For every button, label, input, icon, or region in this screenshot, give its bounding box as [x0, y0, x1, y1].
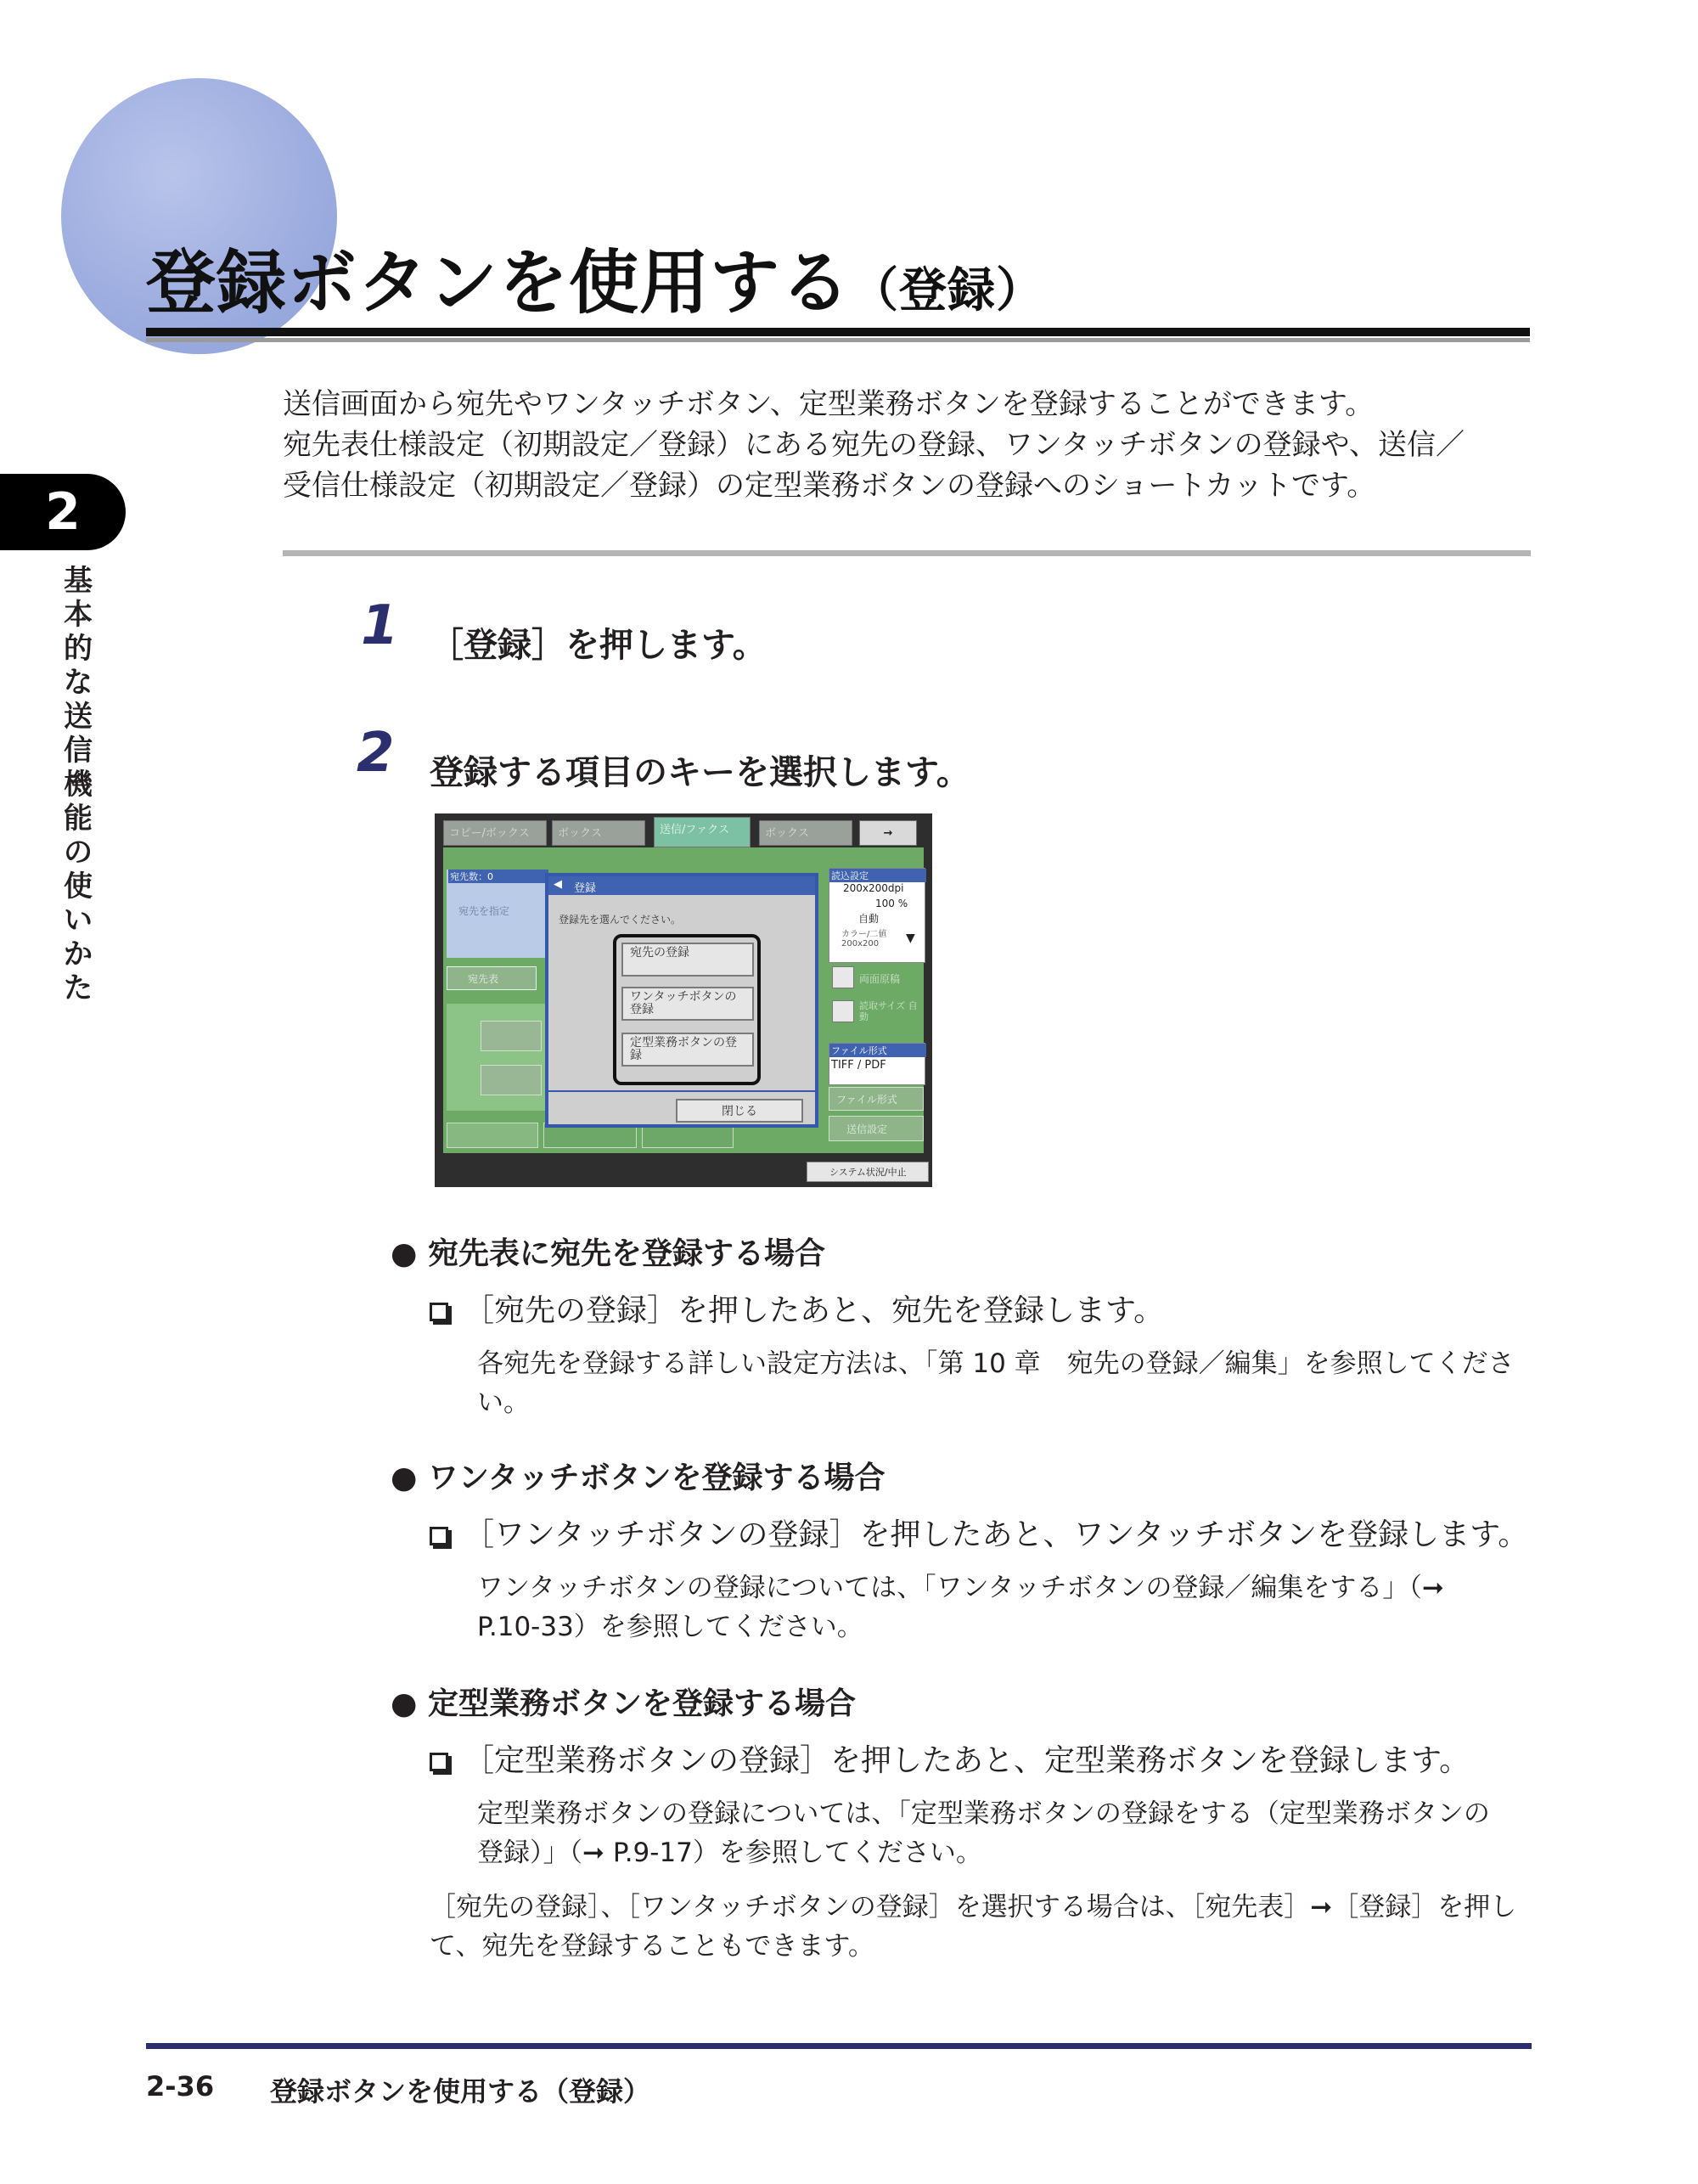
- original-size-label: 読取サイズ 自動: [859, 1000, 918, 1022]
- register-one-touch-button[interactable]: ワンタッチボタンの登録: [621, 987, 754, 1021]
- resolution-value: 200x200dpi: [843, 882, 904, 894]
- section-2-title: ● ワンタッチボタンを登録する場合: [391, 1461, 886, 1495]
- tab-box[interactable]: ボックス: [552, 820, 645, 846]
- dialog-divider: [548, 1090, 815, 1092]
- file-format-panel: [829, 1043, 925, 1085]
- tab-box-2[interactable]: ボックス: [759, 820, 852, 846]
- section-2-note: ワンタッチボタンの登録については、「ワンタッチボタンの登録／編集をする」（➞ P.10-33）を参照してください。: [477, 1573, 1444, 1642]
- section-2-action: ［ワンタッチボタンの登録］を押したあと、ワンタッチボタンを登録します。: [430, 1511, 1528, 1554]
- original-size-icon: [832, 1000, 854, 1022]
- recipient-area: [447, 870, 548, 958]
- file-format-value: TIFF / PDF: [831, 1059, 886, 1072]
- read-settings-label: 読込設定: [829, 869, 926, 882]
- section-1-action: ［宛先の登録］を押したあと、宛先を登録します。: [430, 1286, 1164, 1330]
- step-number-2: 2: [357, 722, 395, 785]
- arrow-button[interactable]: →: [859, 820, 917, 846]
- closing-note: ［宛先の登録］、［ワンタッチボタンの登録］を選択する場合は、［宛先表］➞［登録］を押し て、宛先を登録することもできます。: [430, 1892, 1517, 1962]
- step-text-2: 登録する項目のキーを選択します。: [430, 753, 970, 792]
- back-arrow-icon[interactable]: ◀: [554, 878, 562, 891]
- section-1-note: 各宛先を登録する詳しい設定方法は、「第 10 章 宛先の登録／編集」を参照してくださ い。: [477, 1348, 1515, 1418]
- chapter-number: 2: [45, 482, 81, 542]
- register-dialog: [545, 873, 818, 1128]
- color-mode-value: カラー/二値 200x200: [841, 930, 887, 948]
- checkbox-icon: [430, 1303, 448, 1321]
- dialog-close-button[interactable]: 閉じる: [676, 1099, 803, 1123]
- duplex-button[interactable]: [829, 963, 924, 993]
- left-option-button-1[interactable]: [481, 1021, 542, 1051]
- file-format-label: ファイル形式: [829, 1044, 926, 1057]
- intro-line-1: 送信画面から宛先やワンタッチボタン、定型業務ボタンを登録することができます。: [283, 387, 1375, 421]
- title-underline: [146, 328, 1530, 336]
- duplex-icon: [832, 966, 854, 988]
- recipients-count: 宛先数：0: [448, 870, 548, 883]
- send-settings-button[interactable]: 送信設定: [829, 1116, 924, 1141]
- step-text-1: ［登録］を押します。: [430, 626, 767, 665]
- dialog-prompt: 登録先を選んでください。: [559, 914, 682, 926]
- file-format-button[interactable]: ファイル形式: [829, 1087, 924, 1111]
- address-book-button[interactable]: 宛先表: [447, 966, 537, 990]
- tab-send-fax[interactable]: 送信/ファクス: [654, 817, 751, 847]
- checkbox-icon: [430, 1753, 448, 1771]
- duplex-label: 両面原稿: [859, 973, 901, 985]
- intro-line-2: 宛先表仕様設定（初期設定／登録）にある宛先の登録、ワンタッチボタンの登録や、送信／: [283, 428, 1465, 462]
- auto-value: 自動: [858, 913, 880, 925]
- section-3-action: ［定型業務ボタンの登録］を押したあと、定型業務ボタンを登録します。: [430, 1737, 1470, 1780]
- title-underline-gray: [146, 338, 1530, 342]
- read-settings-panel: [829, 868, 925, 963]
- original-size-button[interactable]: [829, 995, 924, 1029]
- section-3-note: 定型業務ボタンの登録については、「定型業務ボタンの登録をする（定型業務ボタンの 登録）」（➞ P.9-17）を参照してください。: [477, 1798, 1490, 1868]
- section-1-title: ● 宛先表に宛先を登録する場合: [391, 1236, 825, 1271]
- checkbox-icon: [430, 1527, 448, 1545]
- intro-divider: [283, 550, 1531, 556]
- dialog-title: 登録: [574, 882, 597, 895]
- page-title: 登録ボタンを使用する（登録）: [146, 243, 1045, 324]
- register-destination-button[interactable]: 宛先の登録: [621, 943, 754, 977]
- register-favorites-button[interactable]: 定型業務ボタンの登録: [621, 1033, 754, 1067]
- intro-line-3: 受信仕様設定（初期設定／登録）の定型業務ボタンの登録へのショートカットです。: [283, 469, 1376, 503]
- zoom-value: 100 %: [875, 898, 908, 909]
- specify-hint: 宛先を指定: [458, 905, 510, 917]
- page-number: 2-36: [146, 2070, 215, 2102]
- footer-rule: [146, 2043, 1532, 2049]
- footer-title: 登録ボタンを使用する（登録）: [270, 2075, 651, 2108]
- chapter-vertical-title: 基本的な送信機能の使いかた: [64, 564, 93, 1005]
- bottom-button-1[interactable]: [447, 1123, 538, 1148]
- system-status-button[interactable]: システム状況/中止: [807, 1162, 929, 1182]
- device-screen-screenshot: [435, 813, 932, 1187]
- left-option-button-2[interactable]: [481, 1065, 542, 1095]
- section-3-title: ● 定型業務ボタンを登録する場合: [391, 1686, 856, 1721]
- chevron-down-icon[interactable]: ▼: [906, 932, 915, 945]
- step-number-1: 1: [361, 594, 399, 657]
- tab-copy[interactable]: コピー/ボックス: [443, 820, 547, 846]
